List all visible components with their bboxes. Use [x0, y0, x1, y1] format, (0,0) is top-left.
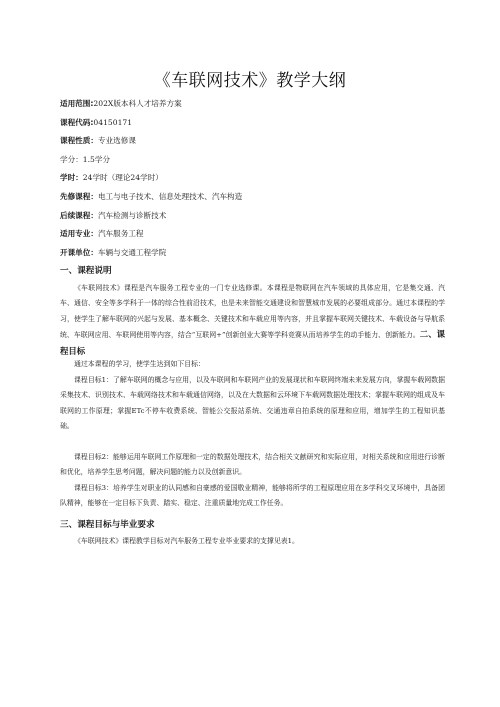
meta-value: 24学时（理论24学时） — [82, 173, 163, 183]
objectives-requirements-paragraph: 《车联网技术》课程教学目标对汽车服务工程专业毕业要求的支撑见表1。 — [74, 537, 299, 545]
meta-follow-up: 后续课程：汽车检测与诊断技术 — [60, 210, 167, 220]
section-heading-course-objectives: 二、课程目标 — [60, 329, 445, 356]
meta-course-code: 课程代码:04150171 — [60, 117, 133, 127]
meta-key: 学时 — [60, 173, 76, 183]
meta-key: 开课单位 — [60, 247, 91, 257]
meta-key: 适用范围 — [60, 99, 91, 108]
meta-credits: 学分：1.5学分 — [60, 154, 111, 164]
section-heading-course-description: 一、课程说明 — [60, 266, 112, 276]
section-heading-objectives-requirements: 三、课程目标与毕业要求 — [60, 520, 155, 530]
meta-scope: 适用范围:202X版本科人才培养方案 — [60, 99, 182, 108]
meta-major: 适用专业：汽车服务工程 — [60, 229, 144, 239]
course-description-paragraph: 《车联网技术》课程是汽车服务工程专业的一门专业选修课。本课程是物联网在汽车领域的具体应用，它是集交通、汽车、通信、安全等多学科于一体的综合性前沿技术，也是未来智能交通建设和智慧城市发展的必要组成部分。通过本课程的学习，使学生了解车联网的兴起与发展、基本概念、关键技术和车载应用等内容，并且掌握车联网关键技术、车载设备与导航系统、车联网应用、车联网使用等内容，结合“互联网+”创新创业大赛等学科竞赛从而培养学生的动手能力、创新能力。二、课程目标 — [60, 284, 445, 356]
meta-value: 电工与电子技术、信息处理技术、汽车构造 — [97, 191, 243, 201]
document-title: 《车联网技术》教学大纲 — [153, 71, 347, 91]
meta-key: 课程性质 — [60, 136, 91, 146]
meta-value: 专业选修课 — [97, 136, 136, 146]
meta-key: 学分 — [60, 154, 76, 164]
meta-value: 车辆与交通工程学院 — [97, 247, 167, 257]
meta-prerequisites: 先修课程：电工与电子技术、信息处理技术、汽车构造 — [60, 191, 243, 201]
objective-3: 课程目标3：培养学生对职业的认同感和自豪感的爱国敬业精神，能够将所学的工程原理应用在多学科交叉环境中，具备团队精神，能够在一定目标下负责、踏实、稳定、注重质量地完成工作任务。 — [60, 484, 445, 508]
meta-key: 课程代码 — [60, 117, 91, 127]
meta-value: 汽车服务工程 — [97, 229, 144, 239]
objective-1: 课程目标1：了解车联网的概念与应用，以及车联网和车联网产业的发展现状和车联网终端未来发展方向，掌握车载网数据采集技术、识别技术、车载网络技术和车载通信网络，以及在大数据和云环境下车载网数据处理技术；掌握车联网的组成及车联网的工作原理；掌握ETc不停车收费系统、智能公交报站系统、交通违章自拍系统的原理和应用，增加学生的工程知识基础。 — [60, 376, 445, 431]
meta-value: 汽车检测与诊断技术 — [97, 210, 167, 220]
meta-value: 1.5学分 — [82, 154, 111, 164]
meta-hours: 学时：24学时（理论24学时） — [60, 173, 163, 183]
meta-key: 先修课程 — [60, 191, 91, 201]
meta-value: 202X版本科人才培养方案 — [93, 99, 182, 108]
meta-department: 开课单位：车辆与交通工程学院 — [60, 247, 167, 257]
meta-course-nature: 课程性质：专业选修课 — [60, 136, 136, 146]
objectives-intro: 通过本课程的学习，使学生达到如下目标： — [74, 360, 205, 368]
objective-2: 课程目标2：能够运用车联网工作原理和一定的数据处理技术，结合相关文献研究和实际应用，对相关系统和应用进行诊断和优化，培养学生思考问题，解决问题的能力以及创新意识。 — [60, 453, 445, 477]
course-meta-list — [60, 95, 460, 262]
meta-value: 04150171 — [93, 117, 133, 127]
meta-key: 适用专业 — [60, 229, 91, 239]
meta-key: 后续课程 — [60, 210, 91, 220]
